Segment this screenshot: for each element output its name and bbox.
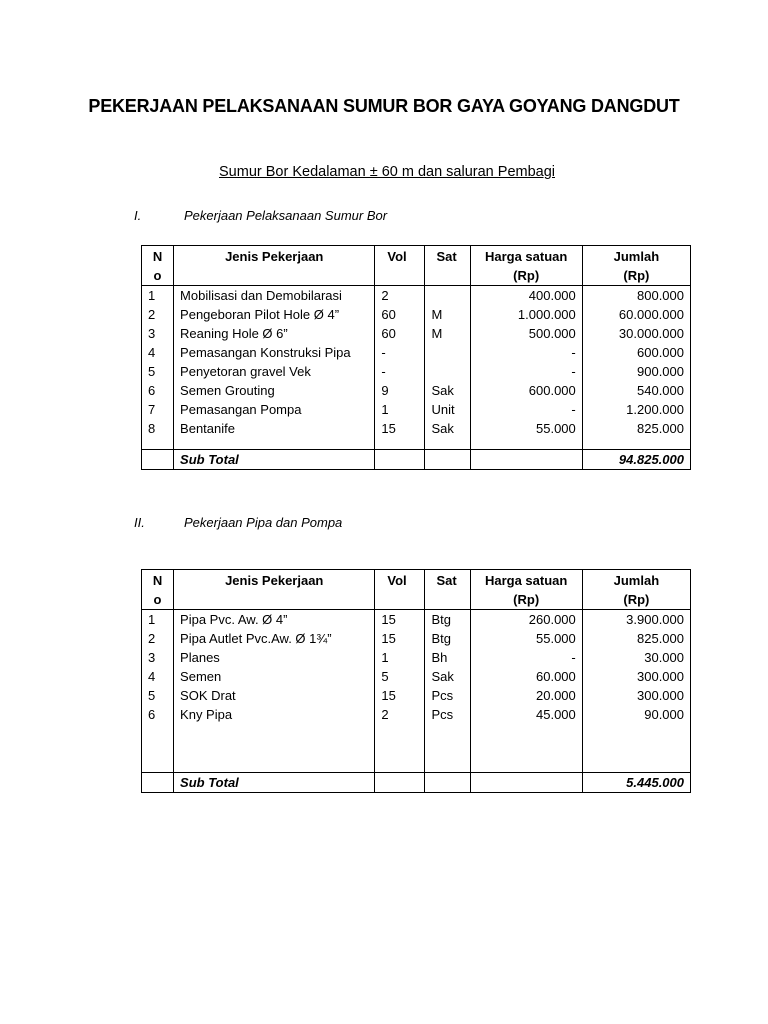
row-jenis: Kny Pipa [174, 705, 375, 724]
row-sat: M [425, 324, 470, 343]
row-vol: 60 [375, 324, 425, 343]
row-no: 4 [142, 343, 174, 362]
row-sat: Bh [425, 648, 470, 667]
table-header-row [142, 570, 691, 610]
section-number: II. [134, 515, 145, 530]
row-vol: 2 [375, 286, 425, 306]
row-jumlah: 60.000.000 [582, 305, 690, 324]
header-harga: Harga satuan (Rp) [470, 570, 582, 610]
table-pipa-dan-pompa [141, 569, 691, 793]
header-jenis: Jenis Pekerjaan [174, 570, 375, 610]
table-row [142, 629, 691, 648]
row-no: 3 [142, 648, 174, 667]
row-jumlah: 30.000 [582, 648, 690, 667]
row-jenis: Penyetoran gravel Vek [174, 362, 375, 381]
table-row [142, 324, 691, 343]
row-no: 5 [142, 686, 174, 705]
row-sat [425, 362, 470, 381]
row-harga: 55.000 [470, 419, 582, 438]
row-sat: Pcs [425, 686, 470, 705]
table-row [142, 400, 691, 419]
subtotal-row [142, 773, 691, 793]
row-no: 8 [142, 419, 174, 438]
row-harga: 400.000 [470, 286, 582, 306]
section-heading-2 [134, 515, 342, 530]
row-jenis: Bentanife [174, 419, 375, 438]
row-jumlah: 30.000.000 [582, 324, 690, 343]
table-pelaksanaan-sumur-bor [141, 245, 691, 470]
row-jumlah: 3.900.000 [582, 610, 690, 630]
row-jumlah: 900.000 [582, 362, 690, 381]
row-vol: 60 [375, 305, 425, 324]
row-jumlah: 825.000 [582, 629, 690, 648]
row-sat: Pcs [425, 705, 470, 724]
row-vol: 5 [375, 667, 425, 686]
row-jenis: SOK Drat [174, 686, 375, 705]
row-sat [425, 343, 470, 362]
subtotal-row [142, 450, 691, 470]
row-harga: - [470, 362, 582, 381]
row-sat: Btg [425, 610, 470, 630]
header-jumlah: Jumlah (Rp) [582, 570, 690, 610]
row-jenis: Pemasangan Konstruksi Pipa [174, 343, 375, 362]
row-sat: Btg [425, 629, 470, 648]
section-number: I. [134, 208, 142, 223]
row-no: 5 [142, 362, 174, 381]
row-jenis: Mobilisasi dan Demobilarasi [174, 286, 375, 306]
row-sat [425, 286, 470, 306]
header-no: N o [142, 570, 174, 610]
row-vol: 15 [375, 610, 425, 630]
header-vol: Vol [375, 246, 425, 286]
row-no: 1 [142, 610, 174, 630]
row-harga: - [470, 343, 582, 362]
row-jumlah: 800.000 [582, 286, 690, 306]
header-sat: Sat [425, 246, 470, 286]
row-jumlah: 1.200.000 [582, 400, 690, 419]
table-body [142, 286, 691, 439]
row-vol: 1 [375, 400, 425, 419]
row-no: 1 [142, 286, 174, 306]
row-vol: 15 [375, 686, 425, 705]
header-no: N o [142, 246, 174, 286]
document-title: PEKERJAAN PELAKSANAAN SUMUR BOR GAYA GOYANG DANGDUT [88, 96, 680, 116]
table-row [142, 305, 691, 324]
row-sat: Sak [425, 667, 470, 686]
row-harga: 55.000 [470, 629, 582, 648]
row-jumlah: 300.000 [582, 667, 690, 686]
row-vol: - [375, 362, 425, 381]
row-harga: 600.000 [470, 381, 582, 400]
section-title: Pekerjaan Pipa dan Pompa [184, 515, 343, 530]
table-row [142, 648, 691, 667]
table-row [142, 610, 691, 630]
table-row [142, 419, 691, 438]
row-jenis: Pipa Pvc. Aw. Ø 4” [174, 610, 375, 630]
row-jumlah: 540.000 [582, 381, 690, 400]
row-vol: 9 [375, 381, 425, 400]
table-row [142, 286, 691, 306]
row-no: 6 [142, 705, 174, 724]
header-sat: Sat [425, 570, 470, 610]
document-subtitle: Sumur Bor Kedalaman ± 60 m dan saluran Pembagi [219, 164, 555, 180]
row-jenis: Semen Grouting [174, 381, 375, 400]
row-harga: 260.000 [470, 610, 582, 630]
row-jumlah: 825.000 [582, 419, 690, 438]
row-vol: - [375, 343, 425, 362]
section-title: Pekerjaan Pelaksanaan Sumur Bor [184, 208, 388, 223]
header-jenis: Jenis Pekerjaan [174, 246, 375, 286]
row-jenis: Pemasangan Pompa [174, 400, 375, 419]
row-jenis: Reaning Hole Ø 6” [174, 324, 375, 343]
header-harga: Harga satuan (Rp) [470, 246, 582, 286]
row-no: 2 [142, 305, 174, 324]
row-sat: Sak [425, 419, 470, 438]
row-no: 6 [142, 381, 174, 400]
table-header-row [142, 246, 691, 286]
row-harga: 60.000 [470, 667, 582, 686]
subtotal-label: Sub Total [174, 450, 375, 470]
row-vol: 15 [375, 419, 425, 438]
row-harga: 45.000 [470, 705, 582, 724]
row-vol: 15 [375, 629, 425, 648]
row-no: 7 [142, 400, 174, 419]
row-jenis: Planes [174, 648, 375, 667]
row-jumlah: 90.000 [582, 705, 690, 724]
row-jumlah: 300.000 [582, 686, 690, 705]
table-row [142, 343, 691, 362]
row-harga: 20.000 [470, 686, 582, 705]
table-row [142, 667, 691, 686]
subtotal-value: 94.825.000 [582, 450, 690, 470]
header-jumlah: Jumlah (Rp) [582, 246, 690, 286]
table-row [142, 381, 691, 400]
row-no: 2 [142, 629, 174, 648]
row-no: 3 [142, 324, 174, 343]
row-jenis: Pengeboran Pilot Hole Ø 4” [174, 305, 375, 324]
row-sat: Unit [425, 400, 470, 419]
row-harga: 500.000 [470, 324, 582, 343]
row-harga: 1.000.000 [470, 305, 582, 324]
row-harga: - [470, 400, 582, 419]
subtotal-value: 5.445.000 [582, 773, 690, 793]
row-no: 4 [142, 667, 174, 686]
subtotal-label: Sub Total [174, 773, 375, 793]
row-jenis: Pipa Autlet Pvc.Aw. Ø 1¾” [174, 629, 375, 648]
row-harga: - [470, 648, 582, 667]
row-sat: M [425, 305, 470, 324]
table-row [142, 705, 691, 724]
section-heading-1 [134, 208, 387, 223]
header-vol: Vol [375, 570, 425, 610]
row-jenis: Semen [174, 667, 375, 686]
table-row [142, 686, 691, 705]
table-body [142, 610, 691, 725]
row-vol: 1 [375, 648, 425, 667]
row-vol: 2 [375, 705, 425, 724]
row-sat: Sak [425, 381, 470, 400]
row-jumlah: 600.000 [582, 343, 690, 362]
table-row [142, 362, 691, 381]
